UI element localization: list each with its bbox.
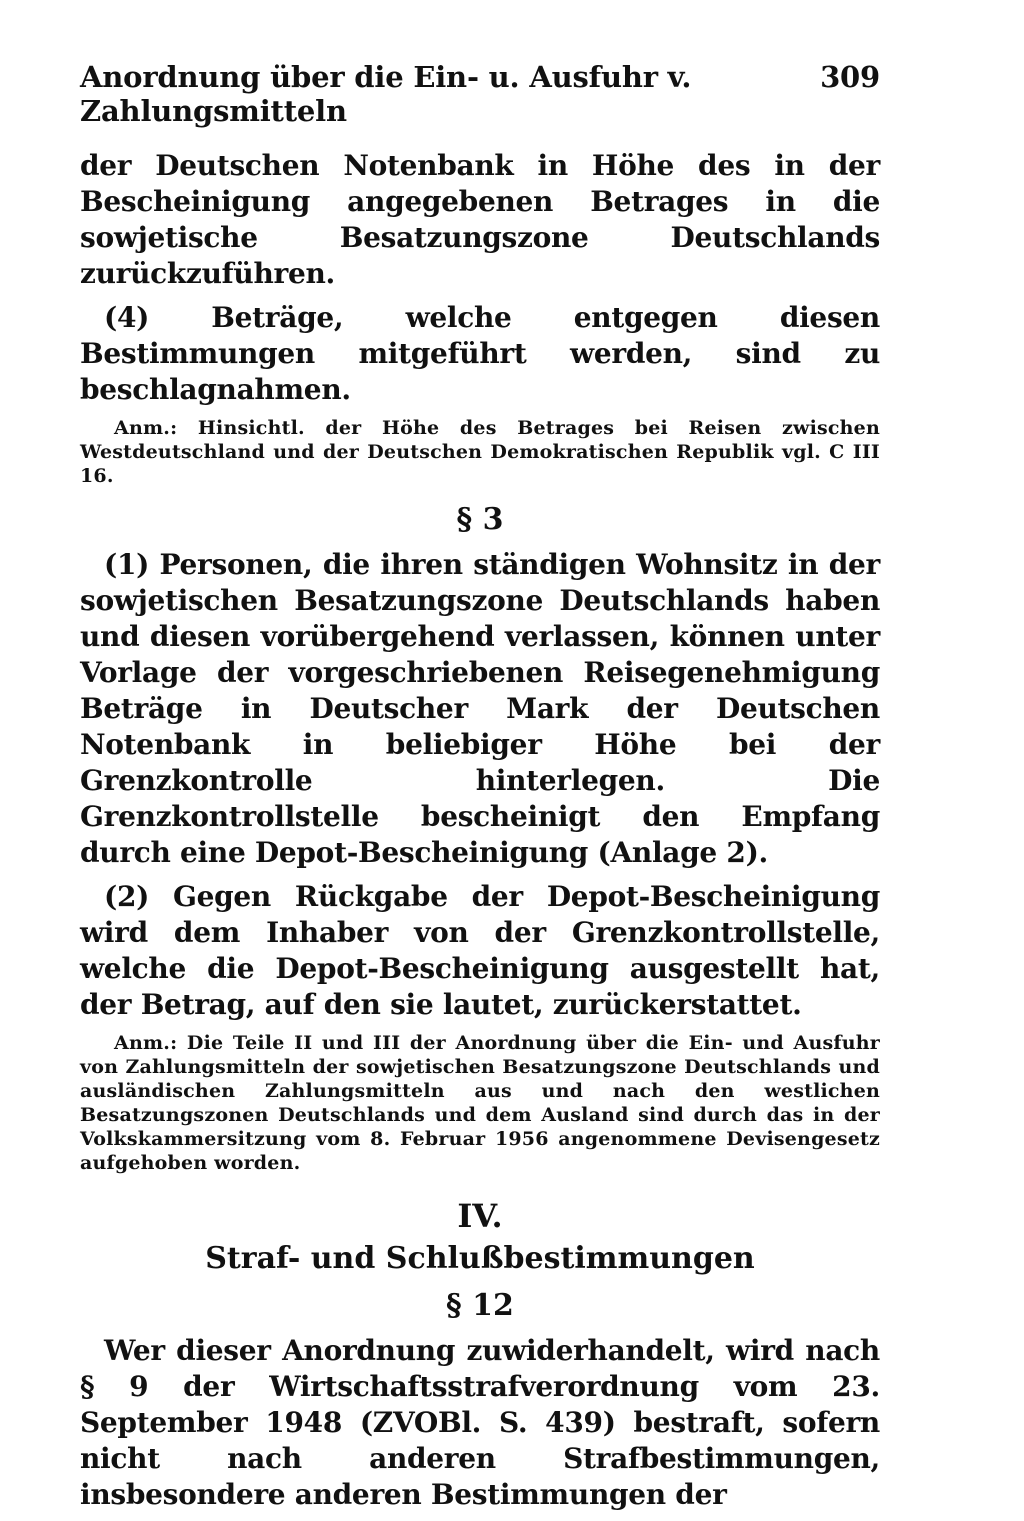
annotation-text: Die Teile II und III der Anordnung über die Ein- und Ausfuhr von Zahlungsmitteln der sowjetischen Besatzungszone Deutschlands und ausländischen Zahlungsmitteln aus und nach den westlichen Besatzungszonen Deutschlands und dem Ausland sind durch das in der Volkskammersitzung vom 8. Februar 1956 angenommene Devisengesetz aufgehoben worden. <box>80 1032 880 1174</box>
paragraph-4: (4) Beträge, welche entgegen diesen Bestimmungen mitgeführt werden, sind zu beschlagnahmen. <box>80 301 880 406</box>
section-12-paragraph-1: Wer dieser Anordnung zuwiderhandelt, wird nach § 9 der Wirtschaftsstrafverordnung vom 23. September 1948 (ZVOBl. S. 439) bestraft, sofern nicht nach anderen Strafbestimmungen, insbesondere anderen Bestimmungen der <box>80 1334 880 1511</box>
annotation-label: Anm.: <box>114 417 178 439</box>
annotation-2 <box>80 1031 880 1175</box>
section-3-paragraph-2: (2) Gegen Rückgabe der Depot-Bescheinigung wird dem Inhaber von der Grenzkontrollstelle, welche die Depot-Bescheinigung ausgestellt hat, der Betrag, auf den sie lautet, zurückerstattet. <box>80 880 880 1021</box>
running-title: Anordnung über die Ein- u. Ausfuhr v. Zahlungsmitteln <box>80 60 692 128</box>
annotation-1 <box>80 416 880 488</box>
section-heading-12: § 12 <box>446 1288 514 1323</box>
document-page <box>80 60 880 1521</box>
part-heading: IV. <box>457 1197 503 1235</box>
section-heading-3: § 3 <box>456 502 504 537</box>
page-number: 309 <box>820 60 880 94</box>
part-title: Straf- und Schlußbestimmungen <box>205 1241 755 1276</box>
section-3-paragraph-1: (1) Personen, die ihren ständigen Wohnsitz in der sowjetischen Besatzungszone Deutschlands haben und diesen vorübergehend verlassen, können unter Vorlage der vorgeschriebenen Reisegenehmigung Beträge in Deutscher Mark der Deutschen Notenbank in beliebiger Höhe bei der Grenzkontrolle hinterlegen. Die Grenzkontrollstelle bescheinigt den Empfang durch eine Depot-Bescheinigung (Anlage 2). <box>80 548 880 869</box>
page-header <box>80 60 880 128</box>
paragraph-continuation: der Deutschen Notenbank in Höhe des in der Bescheinigung angegebenen Betrages in die sowjetische Besatzungszone Deutschlands zurückzuführen. <box>80 149 880 290</box>
annotation-text: Hinsichtl. der Höhe des Betrages bei Reisen zwischen Westdeutschland und der Deutschen Demokratischen Republik vgl. C III 16. <box>80 417 880 487</box>
annotation-label: Anm.: <box>114 1032 178 1054</box>
